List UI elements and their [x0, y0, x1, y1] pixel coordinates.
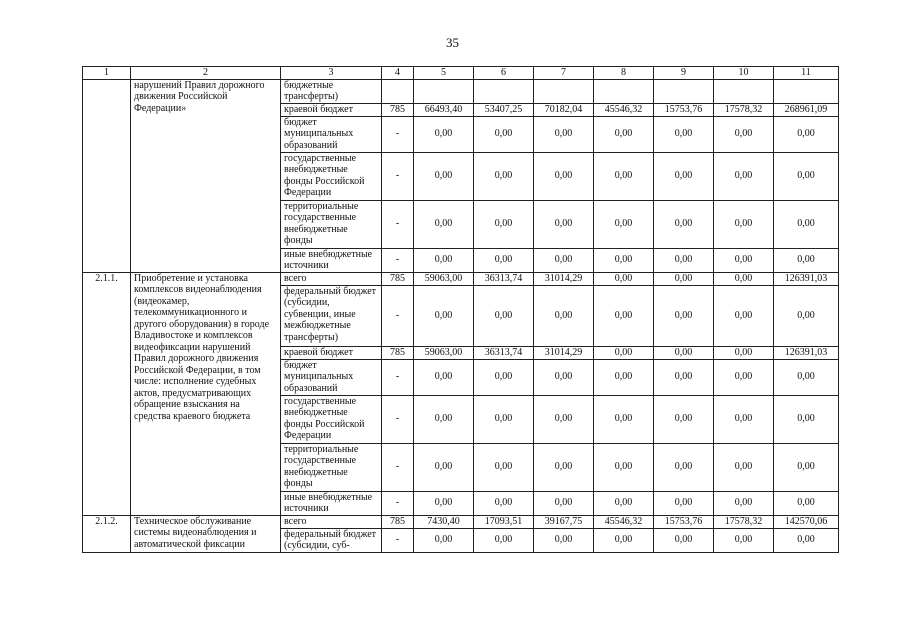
amount-v7: 0,00	[534, 491, 594, 515]
amount-v10: 0,00	[714, 346, 774, 359]
funding-source: краевой бюджет	[281, 103, 382, 116]
amount-v11: 0,00	[774, 359, 839, 395]
amount-v9	[654, 79, 714, 103]
funding-source: иные внебюджетные источники	[281, 491, 382, 515]
amount-v6: 0,00	[474, 152, 534, 200]
amount-v8: 45546,32	[594, 103, 654, 116]
amount-v6: 0,00	[474, 285, 534, 346]
amount-v6: 53407,25	[474, 103, 534, 116]
amount-v10: 0,00	[714, 248, 774, 272]
amount-v5: 0,00	[414, 443, 474, 491]
amount-v11: 0,00	[774, 528, 839, 552]
amount-v5: 7430,40	[414, 515, 474, 528]
amount-v5: 0,00	[414, 116, 474, 152]
amount-v7: 0,00	[534, 116, 594, 152]
amount-v11: 0,00	[774, 152, 839, 200]
page-number: 35	[446, 35, 459, 50]
amount-v5: 59063,00	[414, 272, 474, 285]
amount-v10: 0,00	[714, 200, 774, 248]
amount-v10: 0,00	[714, 528, 774, 552]
amount-v8: 0,00	[594, 285, 654, 346]
amount-v11: 0,00	[774, 116, 839, 152]
amount-v8: 0,00	[594, 346, 654, 359]
amount-v11: 0,00	[774, 395, 839, 443]
amount-v6: 0,00	[474, 443, 534, 491]
amount-v10: 0,00	[714, 395, 774, 443]
amount-v5: 0,00	[414, 359, 474, 395]
amount-v10: 0,00	[714, 359, 774, 395]
amount-v5: 0,00	[414, 152, 474, 200]
amount-v9: 0,00	[654, 152, 714, 200]
budget-table	[82, 66, 839, 553]
funding-source: бюджет муниципальных образований	[281, 116, 382, 152]
amount-v11: 0,00	[774, 491, 839, 515]
amount-v6: 17093,51	[474, 515, 534, 528]
amount-v7	[534, 79, 594, 103]
budget-code: -	[382, 395, 414, 443]
amount-v6: 0,00	[474, 491, 534, 515]
amount-v11: 268961,09	[774, 103, 839, 116]
item-code	[83, 79, 131, 272]
amount-v5: 0,00	[414, 491, 474, 515]
amount-v10: 0,00	[714, 491, 774, 515]
amount-v10: 17578,32	[714, 103, 774, 116]
amount-v7: 39167,75	[534, 515, 594, 528]
amount-v8: 45546,32	[594, 515, 654, 528]
amount-v10: 0,00	[714, 152, 774, 200]
amount-v7: 0,00	[534, 152, 594, 200]
col-header: 7	[534, 67, 594, 80]
budget-code: -	[382, 491, 414, 515]
budget-code: -	[382, 200, 414, 248]
col-header: 5	[414, 67, 474, 80]
funding-source: государственные внебюджетные фонды Российской Федерации	[281, 395, 382, 443]
amount-v6: 0,00	[474, 200, 534, 248]
column-number-row	[83, 67, 839, 80]
col-header: 8	[594, 67, 654, 80]
amount-v8: 0,00	[594, 528, 654, 552]
amount-v9: 0,00	[654, 346, 714, 359]
amount-v5: 0,00	[414, 200, 474, 248]
budget-code: 785	[382, 103, 414, 116]
amount-v11: 142570,06	[774, 515, 839, 528]
amount-v6: 0,00	[474, 248, 534, 272]
budget-code: -	[382, 116, 414, 152]
amount-v11: 0,00	[774, 285, 839, 346]
amount-v11: 0,00	[774, 248, 839, 272]
amount-v8: 0,00	[594, 491, 654, 515]
col-header: 2	[131, 67, 281, 80]
amount-v9: 0,00	[654, 359, 714, 395]
budget-code: -	[382, 443, 414, 491]
amount-v6: 36313,74	[474, 346, 534, 359]
col-header: 9	[654, 67, 714, 80]
amount-v8	[594, 79, 654, 103]
amount-v9: 0,00	[654, 272, 714, 285]
amount-v8: 0,00	[594, 200, 654, 248]
amount-v5	[414, 79, 474, 103]
amount-v9: 0,00	[654, 395, 714, 443]
amount-v9: 0,00	[654, 116, 714, 152]
item-name: Приобретение и установка комплексов видеонаблюдения (видеокамер, телекоммуникационного и другого оборудования) в городе Владивостоке и комплексов видеофиксации нарушений Правил дорожного движения Российской Федерации, в том числе: исполнение судебных актов, предусматривающих обращение взыскания на средства краевого бюджета	[131, 272, 281, 515]
amount-v7: 0,00	[534, 285, 594, 346]
amount-v7: 31014,29	[534, 272, 594, 285]
table-row	[83, 79, 839, 103]
amount-v6: 36313,74	[474, 272, 534, 285]
item-name: нарушений Правил дорожного движения Российской Федерации»	[131, 79, 281, 272]
amount-v11: 0,00	[774, 200, 839, 248]
funding-source: федеральный бюджет (субсидии, суб-	[281, 528, 382, 552]
amount-v11: 126391,03	[774, 346, 839, 359]
amount-v5: 66493,40	[414, 103, 474, 116]
amount-v9: 15753,76	[654, 103, 714, 116]
amount-v8: 0,00	[594, 116, 654, 152]
funding-source: бюджетные трансферты)	[281, 79, 382, 103]
amount-v11: 0,00	[774, 443, 839, 491]
amount-v8: 0,00	[594, 395, 654, 443]
amount-v9: 0,00	[654, 443, 714, 491]
budget-code: -	[382, 285, 414, 346]
budget-code: -	[382, 152, 414, 200]
amount-v10: 17578,32	[714, 515, 774, 528]
budget-code: 785	[382, 272, 414, 285]
table-row	[83, 272, 839, 285]
amount-v8: 0,00	[594, 359, 654, 395]
amount-v7: 70182,04	[534, 103, 594, 116]
col-header: 11	[774, 67, 839, 80]
amount-v7: 0,00	[534, 443, 594, 491]
amount-v6: 0,00	[474, 359, 534, 395]
funding-source: всего	[281, 515, 382, 528]
amount-v6: 0,00	[474, 528, 534, 552]
item-code: 2.1.2.	[83, 515, 131, 552]
amount-v5: 0,00	[414, 528, 474, 552]
amount-v9: 0,00	[654, 285, 714, 346]
amount-v7: 0,00	[534, 528, 594, 552]
amount-v6	[474, 79, 534, 103]
amount-v7: 0,00	[534, 248, 594, 272]
funding-source: территориальные государственные внебюджетные фонды	[281, 200, 382, 248]
amount-v6: 0,00	[474, 395, 534, 443]
amount-v10	[714, 79, 774, 103]
amount-v9: 15753,76	[654, 515, 714, 528]
budget-code: 785	[382, 346, 414, 359]
amount-v10: 0,00	[714, 116, 774, 152]
amount-v5: 0,00	[414, 395, 474, 443]
funding-source: территориальные государственные внебюджетные фонды	[281, 443, 382, 491]
funding-source: иные внебюджетные источники	[281, 248, 382, 272]
amount-v11: 126391,03	[774, 272, 839, 285]
funding-source: краевой бюджет	[281, 346, 382, 359]
item-code: 2.1.1.	[83, 272, 131, 515]
amount-v8: 0,00	[594, 272, 654, 285]
col-header: 10	[714, 67, 774, 80]
funding-source: всего	[281, 272, 382, 285]
table-row	[83, 515, 839, 528]
amount-v10: 0,00	[714, 443, 774, 491]
amount-v9: 0,00	[654, 528, 714, 552]
amount-v10: 0,00	[714, 272, 774, 285]
amount-v5: 0,00	[414, 285, 474, 346]
budget-code: -	[382, 528, 414, 552]
item-name: Техническое обслуживание системы видеонаблюдения и автоматической фиксации	[131, 515, 281, 552]
amount-v7: 0,00	[534, 359, 594, 395]
amount-v10: 0,00	[714, 285, 774, 346]
funding-source: федеральный бюджет (субсидии, субвенции, иные межбюджетные трансферты)	[281, 285, 382, 346]
amount-v5: 0,00	[414, 248, 474, 272]
amount-v9: 0,00	[654, 248, 714, 272]
amount-v7: 0,00	[534, 395, 594, 443]
amount-v5: 59063,00	[414, 346, 474, 359]
budget-code: 785	[382, 515, 414, 528]
col-header: 3	[281, 67, 382, 80]
col-header: 6	[474, 67, 534, 80]
amount-v7: 31014,29	[534, 346, 594, 359]
budget-code: -	[382, 359, 414, 395]
amount-v8: 0,00	[594, 248, 654, 272]
budget-code: -	[382, 248, 414, 272]
amount-v8: 0,00	[594, 443, 654, 491]
amount-v6: 0,00	[474, 116, 534, 152]
amount-v9: 0,00	[654, 491, 714, 515]
col-header: 1	[83, 67, 131, 80]
amount-v11	[774, 79, 839, 103]
amount-v7: 0,00	[534, 200, 594, 248]
col-header: 4	[382, 67, 414, 80]
amount-v8: 0,00	[594, 152, 654, 200]
funding-source: бюджет муниципальных образований	[281, 359, 382, 395]
amount-v9: 0,00	[654, 200, 714, 248]
budget-code	[382, 79, 414, 103]
funding-source: государственные внебюджетные фонды Российской Федерации	[281, 152, 382, 200]
